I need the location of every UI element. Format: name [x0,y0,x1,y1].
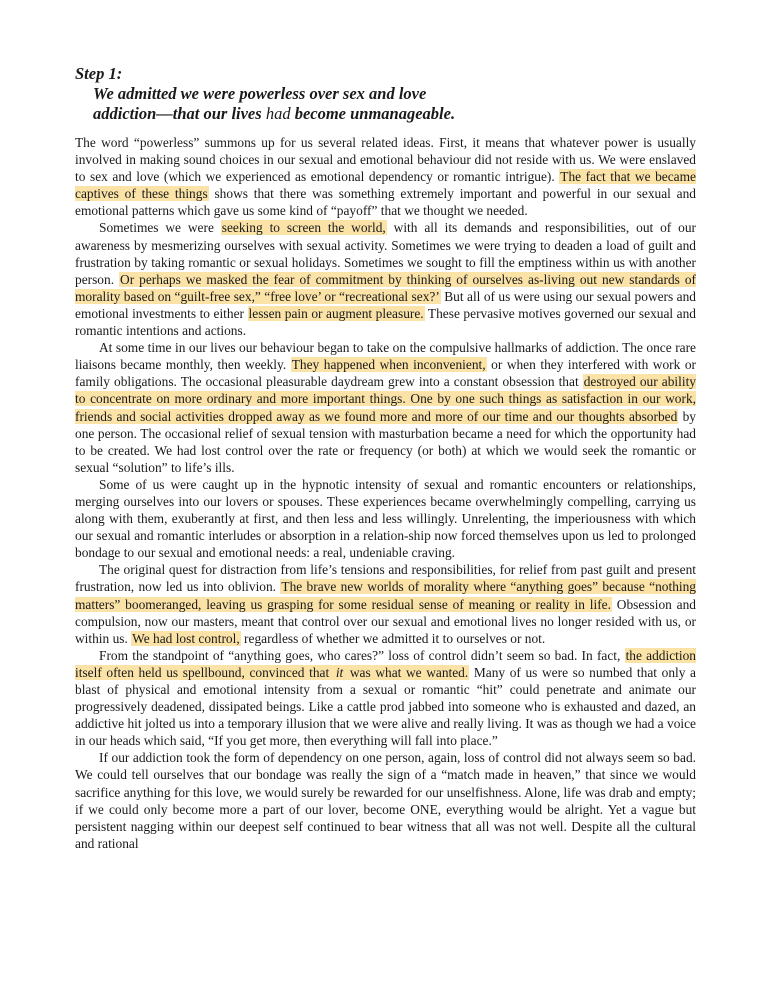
text-segment: These pervasive motives governed our sexual and romantic intentions and actions. [75,305,696,339]
highlighted-text: We had lost control, [132,630,240,646]
highlighted-text: They happened when inconvenient, [291,357,486,373]
text-segment: Sometimes we were [99,220,221,236]
highlighted-text: seeking to screen the world, [221,220,386,236]
text-segment: Many of us were so numbed that only a blast of physical and emotional intensity from a sexual or romantic “hit” could penetrate and animate our progressively deadened, dissipated beings. Like a cattle prod jabbed into someone who is exhausted and dazed, an addictive hit jolted us into a temporary illusion that we were alive and really living. It was as though we had a voice in our heads which said, “If you get more, then everything will fall into place.” [75,664,697,749]
step-title-part-c: become unmanageable. [290,104,456,123]
text-segment: with all its demands and responsibilities, out of our awareness by mesmerizing ourselves with sexual activity. Sometimes we were trying to deaden a load of guilt and frustration by taking romantic or sexual holidays. Sometimes we sought to fill the emptiness within us with another person. [75,220,696,287]
paragraph [75,561,696,646]
text-segment: shows that there was something extremely important and powerful in our sexual and emotional patterns which gave us some kind of “payoff” that we thought we needed. [75,186,697,219]
step-title-part-b: had [265,104,291,123]
step-title-part-a: addiction—that our lives [93,104,266,123]
highlighted-text: was what we wanted. [345,664,469,680]
step-title-line-1: We admitted we were powerless over sex and love [93,84,427,103]
paragraph [75,134,696,219]
text-segment: At some time in our lives our behaviour began to take on the compulsive hallmarks of addiction. The once rare liaisons became monthly, then weekly. [75,340,696,373]
paragraph [75,749,696,852]
text-segment: The original quest for distraction from life’s tensions and responsibilities, for relief from past guilt and present frustration, now led us into oblivion. [75,562,696,595]
text-segment: The word “powerless” summons up for us several related ideas. First, it means that whatever power is usually involved in making sound choices in our sexual and emotional behaviour did not reside with us. We were enslaved to sex and love (which we experienced as emotional dependency or romantic intrigue). [75,135,696,185]
highlighted-text: lessen pain or augment pleasure. [248,305,424,321]
paragraph [75,339,696,476]
highlighted-text: The fact that we became captives of these things [75,169,696,202]
highlighted-text: it [335,664,344,680]
text-segment: Obsession and compulsion, now our masters, meant that control over our sexual and emotional lives no longer resided with us, or within us. [75,596,696,646]
highlighted-text: Or perhaps we masked the fear of commitment by thinking of ourselves as-living out new standards of morality based on “guilt-free sex,” “free love’ or “recreational sex?’ [75,271,696,304]
paragraph [75,647,696,750]
document-page [75,64,696,852]
text-segment: or when they interfered with work or family obligations. The occasional pleasurable daydream grew into a constant obsession that [75,357,696,390]
step-heading [75,64,696,124]
body-text [75,134,696,852]
highlighted-text: The brave new worlds of morality where “anything goes” because “nothing matters” boomeranged, leaving us grasping for some residual sense of meaning or reality in life. [75,579,696,612]
text-segment: But all of us were using our sexual powers and emotional investments to either [75,288,696,321]
highlighted-text: destroyed our ability to concentrate on more ordinary and more important things. One by one such things as satisfaction in our work, friends and social activities dropped away as we found more and more of our time and our thoughts absorbed [75,374,696,424]
text-segment: If our addiction took the form of dependency on one person, again, loss of control did not always seem so bad. We could tell ourselves that our bondage was really the sign of a “match made in heaven,” that since we would sacrifice anything for this love, we would surely be rewarded for our unselfishness. Alone, life was drab and empty; if we could only become more a part of our lover, become ONE, everything would be alright. Yet a vague but persistent nagging within our deepest self continued to bear witness that all was not well. Despite all the cultural and rational [75,750,696,851]
paragraph [75,219,696,339]
step-label: Step 1: [75,64,123,83]
step-title-line-2 [75,104,696,124]
text-segment: regardless of whether we admitted it to ourselves or not. [240,630,546,646]
text-segment: Some of us were caught up in the hypnotic intensity of sexual and romantic encounters or relationships, merging ourselves into our lovers or spouses. These experiences became overwhelmingly compelling, carrying us along with them, exuberantly at first, and then less and less willingly. Unrelenting, the imperiousness with which our sexual and romantic interludes or absorption in a relation-ship now forced themselves upon us led to prolonged bondage to our sexual and emotional needs: a real, undeniable craving. [75,476,696,561]
text-segment: From the standpoint of “anything goes, who cares?” loss of control didn’t seem so bad. In fact, [99,647,625,663]
highlighted-text: the addiction itself often held us spellbound, convinced that [75,647,696,680]
paragraph [75,476,696,561]
text-segment: by one person. The occasional relief of sexual tension with masturbation became a need for which the opportunity had to be created. We had lost control over the rate or frequency (or both) at which we would seek the romantic or sexual “solution” to life’s ills. [75,408,696,475]
